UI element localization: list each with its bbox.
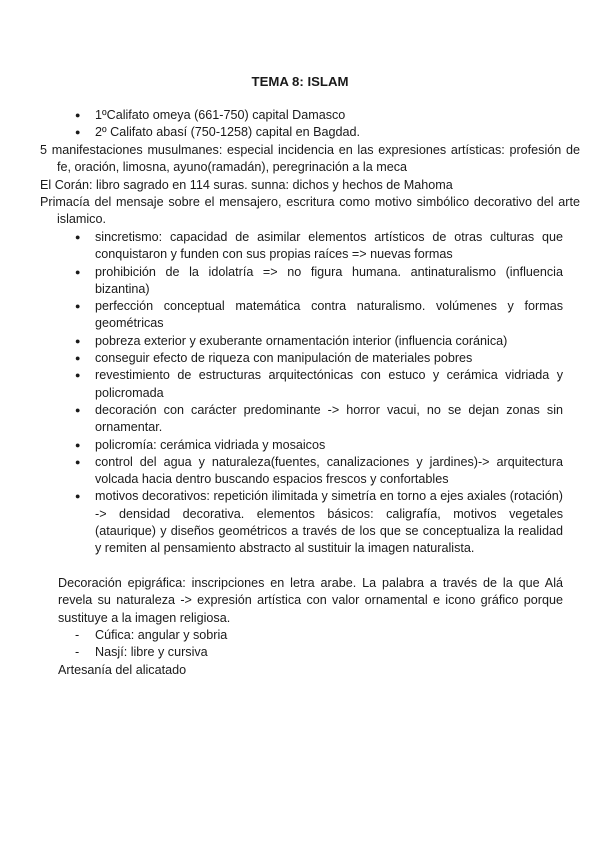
feature-item: ● conseguir efecto de riqueza con manipulación de materiales pobres — [95, 350, 563, 367]
coran-paragraph: El Corán: libro sagrado en 114 suras. sunna: dichos y hechos de Mahoma — [40, 178, 453, 192]
script-item: - Nasjí: libre y cursiva — [95, 644, 545, 661]
feature-item: ● pobreza exterior y exuberante ornamentación interior (influencia coránica) — [95, 333, 563, 350]
feature-item: ● revestimiento de estructuras arquitectónicas con estuco y cerámica vidriada y policromada — [95, 367, 563, 402]
feature-item: ● sincretismo: capacidad de asimilar elementos artísticos de otras culturas que conquistaron y funden con sus propias raíces => nuevas formas — [95, 229, 563, 264]
feature-item: ● perfección conceptual matemática contra naturalismo. volúmenes y formas geométricas — [95, 298, 563, 333]
caliphate-item: ● 2º Califato abasí (750-1258) capital en Bagdad. — [95, 124, 545, 141]
feature-item: ● policromía: cerámica vidriada y mosaicos — [95, 437, 563, 454]
features-list — [95, 229, 563, 558]
feature-item: ● control del agua y naturaleza(fuentes, canalizaciones y jardines)-> arquitectura volcada hacia dentro buscando espacios frescos y confortables — [95, 454, 563, 489]
caliphate-item: ● 1ºCalifato omeya (661-750) capital Damasco — [95, 107, 545, 124]
script-item: - Cúfica: angular y sobria — [95, 627, 545, 644]
caliphates-list — [95, 107, 545, 142]
feature-item: ● prohibición de la idolatría => no figura humana. antinaturalismo (influencia bizantina) — [95, 264, 563, 299]
primacy-paragraph: Primacía del mensaje sobre el mensajero, escritura como motivo simbólico decorativo del arte islamico. — [40, 195, 580, 227]
alicatado-paragraph: Artesanía del alicatado — [58, 663, 187, 677]
scripts-list — [95, 627, 545, 662]
feature-item: ● motivos decorativos: repetición ilimitada y simetría en torno a ejes axiales (rotación) -> densidad decorativa. elementos básicos: caligrafía, motivos vegetales (ataurique) y diseños geométricos a través de los que se conceptualiza la realidad y remiten al pensamiento abstracto al sustituir la imagen naturalista. — [95, 488, 563, 557]
feature-item: ● decoración con carácter predominante -> horror vacui, no se dejan zonas sin ornamentar. — [95, 402, 563, 437]
manifestations-paragraph: 5 manifestaciones musulmanes: especial incidencia en las expresiones artísticas: profesión de fe, oración, limosna, ayuno(ramadán), peregrinación a la meca — [40, 143, 580, 175]
epigraphic-paragraph: Decoración epigráfica: inscripciones en letra arabe. La palabra a través de la que Alá revela su naturaleza -> expresión artística con valor ornamental e icono gráfico porque sustituye a la imagen religiosa. — [58, 576, 563, 625]
page-title: TEMA 8: ISLAM — [251, 74, 349, 89]
